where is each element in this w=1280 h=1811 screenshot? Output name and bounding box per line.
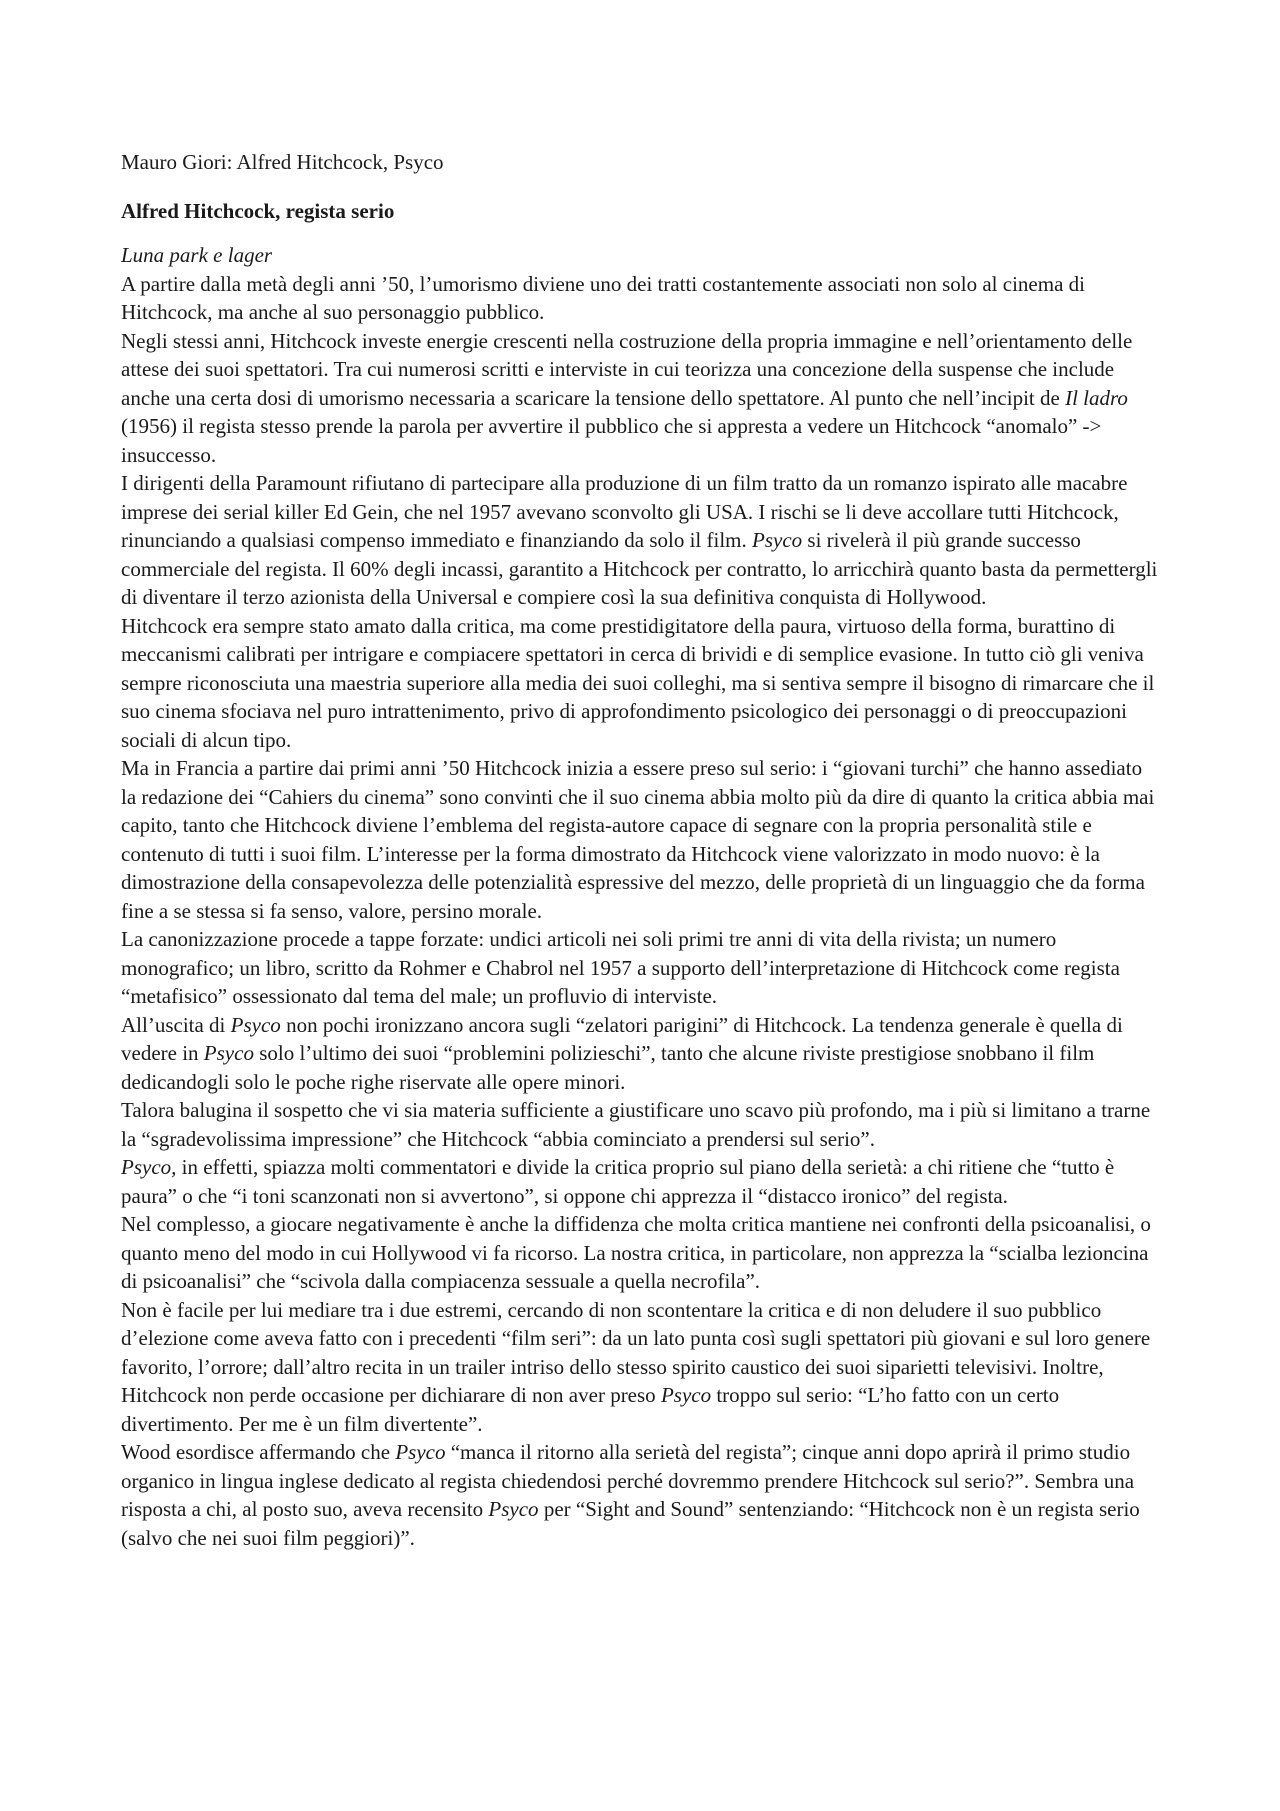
paragraph xyxy=(121,1438,1161,1552)
italic-text: Psyco xyxy=(230,1012,281,1037)
paragraph xyxy=(121,612,1161,755)
italic-text: Psyco xyxy=(752,528,803,552)
body-text xyxy=(121,270,1161,1553)
paragraph xyxy=(121,1153,1161,1210)
paragraph-text: “manca il ritorno alla serietà del regista”; cinque anni dopo aprirà il primo studio organico in lingua inglese dedicato al regista chiedendosi perché dovremmo prendere Hitchcock sul serio?”. Sembra una risposta a chi, al posto suo, aveva recensito xyxy=(121,1440,1135,1521)
paragraph-text: troppo sul serio: “L’ho fatto con un certo divertimento. Per me è un film divertente”. xyxy=(121,1383,1060,1436)
document-page xyxy=(121,148,1161,1552)
italic-text: Psyco, xyxy=(121,1155,177,1179)
italic-text: Psyco xyxy=(660,1383,712,1407)
paragraph-text: non pochi ironizzano ancora sugli “zelatori parigini” di Hitchcock. La tendenza generale è quella di vedere in xyxy=(121,1012,1123,1065)
paragraph-text: solo l’ultimo dei suoi “problemini polizieschi”, tanto che alcune riviste prestigiose snobbano il film dedicandogli solo le poche righe riservate alle opere minori. xyxy=(121,1041,1095,1094)
paragraph xyxy=(121,1011,1161,1097)
section-title: Alfred Hitchcock, regista serio xyxy=(121,198,395,223)
paragraph-text: All’uscita di xyxy=(121,1012,231,1037)
paragraph-text: Wood esordisce affermando che xyxy=(121,1440,396,1464)
paragraph-text: I dirigenti della Paramount rifiutano di partecipare alla produzione di un film tratto da un romanzo ispirato alle macabre imprese dei serial killer Ed Gein, che nel 1957 avevano sconvolto gli USA. I rischi se li deve accollare tutti Hitchcock, rinunciando a qualsiasi compenso immediato e finanziando da solo il film. xyxy=(121,471,1128,552)
paragraph-text: si rivelerà il più grande successo commerciale del regista. Il 60% degli incassi, garantito a Hitchcock per contratto, lo arricchirà quanto basta da permettergli di diventare il terzo azionista della Universal e compiere così la sua definitiva conquista di Hollywood. xyxy=(121,528,1158,609)
paragraph xyxy=(121,1296,1161,1439)
paragraph-text: Negli stessi anni, Hitchcock investe energie crescenti nella costruzione della propria immagine e nell’orientamento delle attese dei suoi spettatori. Tra cui numerosi scritti e interviste in cui teorizza una concezione della suspense che include anche una certa dosi di umorismo necessaria a scaricare la tensione dello spettatore. Al punto che nell’incipit de xyxy=(121,328,1133,410)
paragraph-text: per “Sight and Sound” sentenziando: “Hitchcock non è un regista serio (salvo che nei suoi film peggiori)”. xyxy=(121,1497,1140,1550)
paragraph xyxy=(121,469,1161,612)
paragraph xyxy=(121,270,1161,327)
italic-text: Psyco xyxy=(488,1497,539,1521)
paragraph xyxy=(121,1210,1161,1296)
paragraph xyxy=(121,754,1161,925)
paragraph-text: (1956) il regista stesso prende la parola per avvertire il pubblico che si appresta a vedere un Hitchcock “anomalo” -> insuccesso. xyxy=(121,414,1102,467)
italic-text: Psyco xyxy=(395,1440,446,1464)
document-header: Mauro Giori: Alfred Hitchcock, Psyco xyxy=(121,150,444,174)
italic-text: Il ladro xyxy=(1065,385,1128,410)
paragraph-text: Talora balugina il sospetto che vi sia materia sufficiente a giustificare uno scavo più profondo, ma i più si limitano a trarne la “sgradevolissima impressione” che Hitchcock “abbia cominciato a prendersi sul serio”. xyxy=(121,1098,1151,1151)
italic-text: Psyco xyxy=(203,1041,254,1065)
paragraph-text: Hitchcock era sempre stato amato dalla critica, ma come prestidigitatore della paura, virtuoso della forma, burattino di meccanismi calibrati per intrigare e compiacere spettatori in cerca di brividi e di semplice evasione. In tutto ciò gli veniva sempre riconosciuta una maestria superiore alla media dei suoi colleghi, ma si sentiva sempre il bisogno di rimarcare che il suo cinema sfociava nel puro intrattenimento, privo di approfondimento psicologico dei personaggi o di preoccupazioni sociali di alcun tipo. xyxy=(121,613,1155,752)
paragraph-text: Ma in Francia a partire dai primi anni ’50 Hitchcock inizia a essere preso sul serio: i “giovani turchi” che hanno assediato la redazione dei “Cahiers du cinema” sono convinti che il suo cinema abbia molto più da dire di quanto la critica abbia mai capito, tanto che Hitchcock diviene l’emblema del regista-autore capace di segnare con la propria personalità stile e contenuto di tutti i suoi film. L’interesse per la forma dimostrato da Hitchcock viene valorizzato in modo nuovo: è la dimostrazione della consapevolezza delle potenzialità espressive del mezzo, delle proprietà di un linguaggio che da forma fine a se stessa si fa senso, valore, persino morale. xyxy=(121,756,1155,923)
paragraph-text: La canonizzazione procede a tappe forzate: undici articoli nei soli primi tre anni di vita della rivista; un numero monografico; un libro, scritto da Rohmer e Chabrol nel 1957 a supporto dell’interpretazione di Hitchcock come regista “metafisico” ossessionato dal tema del male; un profluvio di interviste. xyxy=(121,927,1120,1008)
paragraph-text: A partire dalla metà degli anni ’50, l’umorismo diviene uno dei tratti costantemente associati non solo al cinema di Hitchcock, ma anche al suo personaggio pubblico. xyxy=(121,271,1085,324)
paragraph-text: Non è facile per lui mediare tra i due estremi, cercando di non scontentare la critica e di non deludere il suo pubblico d’elezione come aveva fatto con i precedenti “film seri”: da un lato punta così sugli spettatori più giovani e sul loro genere favorito, l’orrore; dall’altro recita in un trailer intriso dello stesso spirito caustico dei suoi siparietti televisivi. Inoltre, Hitchcock non perde occasione per dichiarare di non aver preso xyxy=(121,1297,1151,1407)
paragraph-text: Nel complesso, a giocare negativamente è anche la diffidenza che molta critica mantiene nei confronti della psicoanalisi, o quanto meno del modo in cui Hollywood vi fa ricorso. La nostra critica, in particolare, non apprezza la “scialba lezioncina di psicoanalisi” che “scivola dalla compiacenza sessuale a quella necrofila”. xyxy=(121,1212,1151,1293)
paragraph xyxy=(121,925,1161,1011)
paragraph xyxy=(121,1096,1161,1153)
paragraph-text: in effetti, spiazza molti commentatori e divide la critica proprio sul piano della serietà: a chi ritiene che “tutto è paura” o che “i toni scanzonati non si avvertono”, si oppone chi apprezza il “distacco ironico” del regista. xyxy=(121,1155,1115,1208)
paragraph xyxy=(121,327,1161,470)
subsection-title: Luna park e lager xyxy=(121,243,273,267)
